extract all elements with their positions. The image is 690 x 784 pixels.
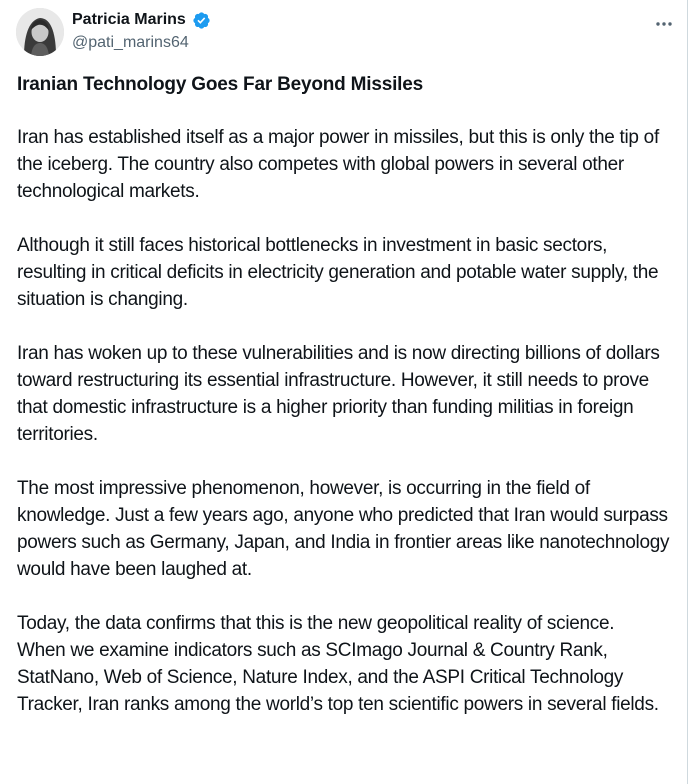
verified-badge-icon — [192, 11, 211, 30]
avatar[interactable] — [16, 8, 64, 56]
post-title: Iranian Technology Goes Far Beyond Missiles — [17, 74, 423, 95]
paragraph: Today, the data confirms that this is the new geopolitical reality of science. — [17, 613, 615, 634]
author-names — [72, 10, 211, 53]
paragraph: Iran has established itself as a major power in missiles, but this is only the tip of the iceberg. The country also competes with global powers in several other technological markets. — [17, 127, 659, 202]
author-display-name[interactable]: Patricia Marins — [72, 11, 186, 28]
more-horizontal-icon — [654, 14, 674, 34]
paragraph: The most impressive phenomenon, however, is occurring in the field of knowledge. Just a few years ago, anyone who predicted that Iran would surpass powers such as Germany, Japan, and India in frontier areas like nanotechnology would have been laughed at. — [17, 478, 670, 580]
paragraph: Iran has woken up to these vulnerabilities and is now directing billions of dollars toward restructuring its essential infrastructure. However, it still needs to prove that domestic infrastructure is a higher priority than funding militias in foreign territories. — [17, 343, 660, 445]
tweet-header — [16, 8, 676, 58]
author-handle[interactable]: @pati_marins64 — [72, 34, 189, 51]
tweet-text — [17, 72, 677, 718]
paragraph: Although it still faces historical bottlenecks in investment in basic sectors, resulting in critical deficits in electricity generation and potable water supply, the situation is changing. — [17, 235, 659, 310]
more-options-button[interactable] — [654, 14, 674, 34]
avatar-image — [16, 8, 64, 56]
paragraph: When we examine indicators such as SCImago Journal & Country Rank, StatNano, Web of Science, Nature Index, and the ASPI Critical Technology Tracker, Iran ranks among the world’s top ten scientific powers in several fields. — [17, 640, 659, 715]
